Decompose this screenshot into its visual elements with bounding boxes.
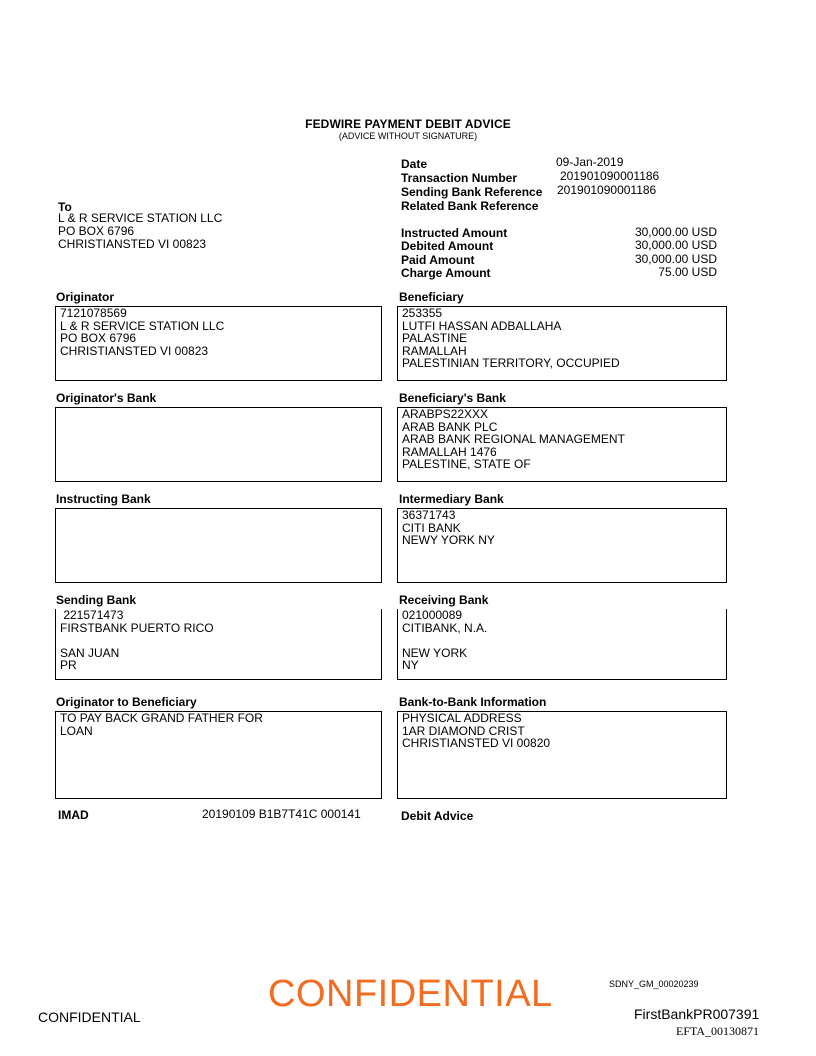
confidential-footer-text: CONFIDENTIAL — [38, 1009, 141, 1025]
debited-amount-value: 30,000.00 USD — [634, 238, 717, 252]
receiving-bank-box — [397, 609, 727, 680]
bank-to-bank-line: PHYSICAL ADDRESS — [402, 711, 522, 725]
originator-box — [55, 306, 382, 381]
beneficiary-line: LUTFI HASSAN ADBALLAHA — [402, 318, 562, 333]
beneficiarys-bank-label: Beneficiary's Bank — [399, 391, 506, 405]
sending-bank-line: SAN JUAN — [60, 645, 120, 660]
instructed-amount-label: Instructed Amount — [401, 226, 508, 240]
receiving-bank-line: 021000089 — [402, 608, 463, 622]
originator-to-beneficiary-line: LOAN — [60, 723, 93, 738]
originator-to-beneficiary-line: TO PAY BACK GRAND FATHER FOR — [60, 711, 263, 725]
originator-to-beneficiary-box — [55, 711, 382, 799]
sending-bank-label: Sending Bank — [56, 593, 137, 607]
sending-bank-line: FIRSTBANK PUERTO RICO — [60, 620, 214, 635]
to-label: To — [58, 200, 72, 214]
related-bank-reference-label: Related Bank Reference — [401, 199, 539, 213]
document-subtitle: (ADVICE WITHOUT SIGNATURE) — [338, 131, 478, 141]
beneficiary-label: Beneficiary — [399, 290, 464, 304]
sending-bank-reference-value: 201901090001186 — [557, 183, 657, 197]
charge-amount-label: Charge Amount — [401, 266, 491, 280]
instructing-bank-label: Instructing Bank — [56, 492, 151, 506]
beneficiarys-bank-line: PALESTINE, STATE OF — [402, 457, 531, 471]
debit-advice-label: Debit Advice — [401, 809, 474, 823]
originator-to-beneficiary-label: Originator to Beneficiary — [56, 695, 197, 709]
sending-bank-line: PR — [60, 658, 77, 672]
receiving-bank-line — [402, 634, 722, 647]
intermediary-bank-line: 36371743 — [402, 508, 456, 522]
to-line: L & R SERVICE STATION LLC — [58, 211, 223, 225]
charge-amount-value: 75.00 USD — [658, 265, 717, 279]
beneficiarys-bank-box — [397, 407, 727, 482]
confidential-stamp: CONFIDENTIAL — [268, 973, 553, 1015]
beneficiary-line: PALASTINE — [402, 331, 468, 345]
originator-line: PO BOX 6796 — [60, 331, 137, 345]
instructed-amount-value: 30,000.00 USD — [634, 225, 717, 239]
beneficiarys-bank-line: ARAB BANK PLC — [402, 419, 498, 434]
to-line: CHRISTIANSTED VI 00823 — [58, 237, 207, 251]
debited-amount-label: Debited Amount — [401, 239, 494, 253]
sending-bank-line — [60, 634, 377, 647]
beneficiarys-bank-line: RAMALLAH 1476 — [402, 444, 497, 459]
receiving-bank-line: NY — [402, 658, 419, 672]
bank-to-bank-box — [397, 711, 727, 799]
bank-to-bank-line: 1AR DIAMOND CRIST — [402, 723, 525, 738]
date-label: Date — [401, 157, 428, 171]
sending-bank-reference-label: Sending Bank Reference — [401, 185, 543, 199]
beneficiarys-bank-line: ARABPS22XXX — [402, 407, 489, 421]
efta-number: EFTA_00130871 — [676, 1024, 760, 1038]
beneficiary-line: RAMALLAH — [402, 343, 467, 358]
beneficiary-line: 253355 — [402, 306, 443, 320]
imad-value: 20190109 B1B7T41C 000141 — [202, 807, 361, 821]
sending-bank-line: 221571473 — [60, 608, 124, 622]
date-value: 09-Jan-2019 — [556, 155, 624, 169]
beneficiary-line: PALESTINIAN TERRITORY, OCCUPIED — [402, 356, 620, 370]
transaction-number-value: 201901090001186 — [560, 169, 660, 183]
beneficiary-box — [397, 306, 727, 381]
originator-label: Originator — [56, 290, 115, 304]
bates-number-small: SDNY_GM_00020239 — [609, 979, 699, 989]
intermediary-bank-line: CITI BANK — [402, 520, 461, 535]
intermediary-bank-line: NEWY YORK NY — [402, 533, 495, 547]
sending-bank-box — [55, 609, 382, 680]
bank-to-bank-line: CHRISTIANSTED VI 00820 — [402, 736, 551, 750]
originators-bank-label: Originator's Bank — [56, 391, 157, 405]
originators-bank-box — [55, 407, 382, 482]
receiving-bank-label: Receiving Bank — [399, 593, 489, 607]
bank-to-bank-label: Bank-to-Bank Information — [399, 695, 547, 709]
paid-amount-value: 30,000.00 USD — [634, 252, 717, 266]
transaction-number-label: Transaction Number — [401, 171, 518, 185]
intermediary-bank-label: Intermediary Bank — [399, 492, 504, 506]
receiving-bank-line: NEW YORK — [402, 645, 468, 660]
imad-label: IMAD — [58, 808, 89, 822]
originator-line: L & R SERVICE STATION LLC — [60, 318, 225, 333]
receiving-bank-line: CITIBANK, N.A. — [402, 620, 488, 635]
originator-line: 7121078569 — [60, 306, 127, 320]
instructing-bank-box — [55, 508, 382, 583]
intermediary-bank-box — [397, 508, 727, 583]
bates-number-main: FirstBankPR007391 — [634, 1006, 760, 1022]
document-title: FEDWIRE PAYMENT DEBIT ADVICE — [305, 117, 511, 131]
to-line: PO BOX 6796 — [58, 224, 135, 238]
beneficiarys-bank-line: ARAB BANK REGIONAL MANAGEMENT — [402, 432, 625, 446]
originator-line: CHRISTIANSTED VI 00823 — [60, 343, 209, 358]
paid-amount-label: Paid Amount — [401, 253, 475, 267]
